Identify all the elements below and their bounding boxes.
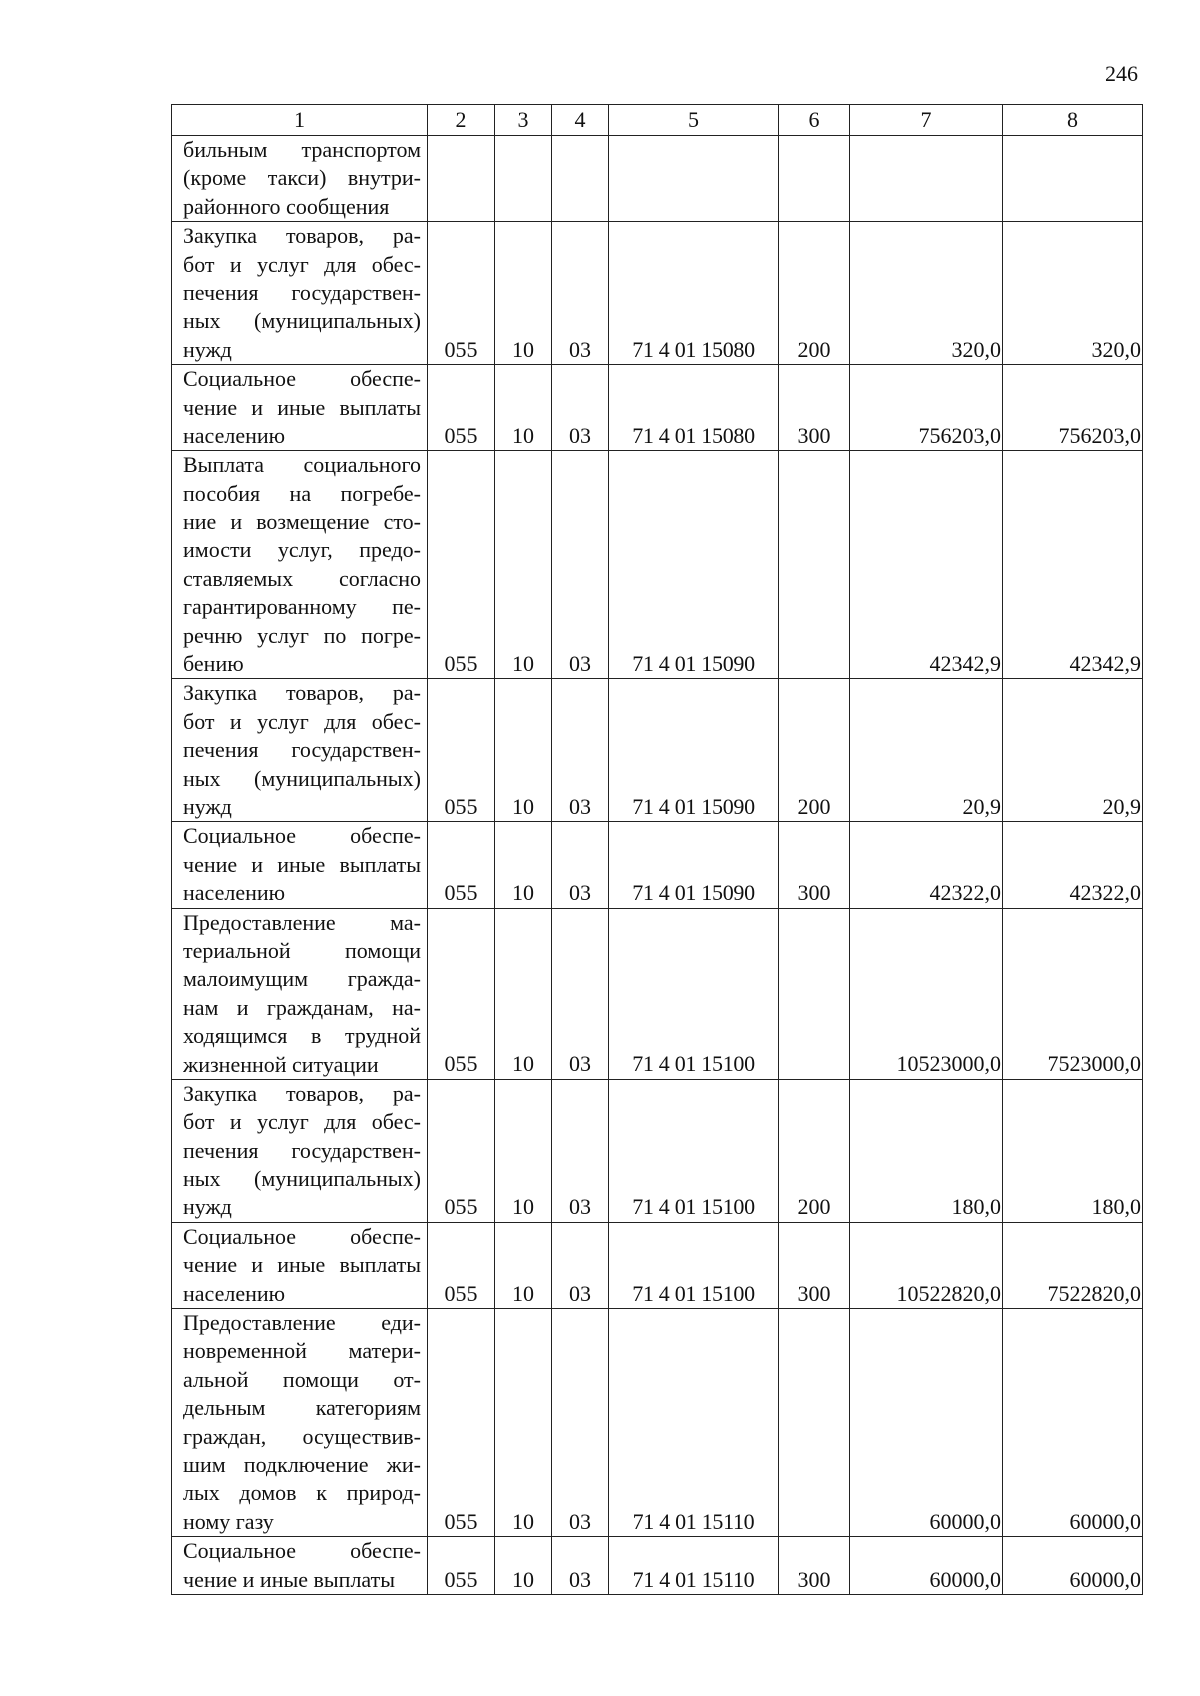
expense-type-cell: 200 — [779, 222, 850, 365]
expense-name-line: Закупка товаров, ра- — [183, 223, 421, 249]
ministry-code-cell: 055 — [428, 1222, 495, 1308]
expense-name-cell — [172, 1309, 428, 1537]
expense-name-line: Социальное обеспе- — [183, 1538, 421, 1564]
target-article-cell: 71 4 01 15090 — [609, 451, 779, 679]
expense-type-cell: 300 — [779, 1222, 850, 1308]
section-code-cell: 10 — [495, 1222, 552, 1308]
section-code-cell: 10 — [495, 451, 552, 679]
expense-type-cell: 300 — [779, 822, 850, 908]
table-row — [172, 1079, 1143, 1222]
table-row — [172, 908, 1143, 1079]
amount-col7-cell: 756203,0 — [850, 365, 1003, 451]
ministry-code-cell: 055 — [428, 908, 495, 1079]
target-article-cell: 71 4 01 15090 — [609, 679, 779, 822]
amount-col7-cell: 42342,9 — [850, 451, 1003, 679]
expense-name-line: нам и гражданам, на- — [183, 994, 421, 1020]
header-cell-6: 6 — [779, 105, 850, 136]
expense-name-line: ному газу — [183, 1508, 274, 1534]
expense-name-cell — [172, 1222, 428, 1308]
expense-name-line: ных (муниципальных) — [183, 1166, 421, 1192]
expense-name-line: жизненной ситуации — [183, 1051, 379, 1077]
amount-col7-cell: 60000,0 — [850, 1537, 1003, 1595]
table-row — [172, 136, 1143, 222]
expense-name-cell — [172, 451, 428, 679]
expense-name-line: гарантированному пе- — [183, 594, 421, 620]
target-article-cell — [609, 136, 779, 222]
expense-name-line: Выплата социального — [183, 452, 421, 478]
expense-name-cell — [172, 679, 428, 822]
amount-col7-cell: 10522820,0 — [850, 1222, 1003, 1308]
amount-col8-cell: 180,0 — [1003, 1079, 1143, 1222]
expense-name-line: шим подключение жи- — [183, 1451, 421, 1477]
expense-name-cell — [172, 822, 428, 908]
expense-name-line: печения государствен- — [183, 737, 421, 763]
expense-name-line: чение и иные выплаты — [183, 851, 421, 877]
expense-type-cell — [779, 1309, 850, 1537]
expense-name-cell — [172, 136, 428, 222]
subsection-code-cell: 03 — [552, 365, 609, 451]
amount-col8-cell: 756203,0 — [1003, 365, 1143, 451]
expense-name-cell — [172, 908, 428, 1079]
expense-name-line: Предоставление еди- — [183, 1310, 421, 1336]
expense-name-line: альной помощи от- — [183, 1366, 421, 1392]
expense-name-line: ставляемых согласно — [183, 565, 421, 591]
ministry-code-cell: 055 — [428, 365, 495, 451]
amount-col7-cell — [850, 136, 1003, 222]
expense-name-line: бот и услуг для обес- — [183, 1109, 421, 1135]
ministry-code-cell: 055 — [428, 822, 495, 908]
section-code-cell: 10 — [495, 365, 552, 451]
subsection-code-cell — [552, 136, 609, 222]
section-code-cell: 10 — [495, 1537, 552, 1595]
expense-name-line: населению — [183, 422, 286, 448]
section-code-cell: 10 — [495, 679, 552, 822]
table-body — [172, 136, 1143, 1595]
expense-name-line: ние и возмещение сто- — [183, 509, 421, 535]
expense-name-line: териальной помощи — [183, 937, 421, 963]
table-row — [172, 1309, 1143, 1537]
header-cell-3: 3 — [495, 105, 552, 136]
expense-name-line: печения государствен- — [183, 1137, 421, 1163]
table-row — [172, 222, 1143, 365]
expense-type-cell: 200 — [779, 679, 850, 822]
amount-col7-cell: 60000,0 — [850, 1309, 1003, 1537]
table-row — [172, 451, 1143, 679]
expense-name-line: бот и услуг для обес- — [183, 251, 421, 277]
page-number: 246 — [1105, 61, 1138, 86]
expense-type-cell — [779, 908, 850, 1079]
target-article-cell: 71 4 01 15090 — [609, 822, 779, 908]
header-row — [172, 105, 1143, 136]
expense-type-cell: 200 — [779, 1079, 850, 1222]
table-row — [172, 365, 1143, 451]
expense-name-cell — [172, 365, 428, 451]
subsection-code-cell: 03 — [552, 1222, 609, 1308]
ministry-code-cell: 055 — [428, 679, 495, 822]
subsection-code-cell: 03 — [552, 1537, 609, 1595]
header-cell-7: 7 — [850, 105, 1003, 136]
target-article-cell: 71 4 01 15110 — [609, 1537, 779, 1595]
expense-name-line: чение и иные выплаты — [183, 394, 421, 420]
target-article-cell: 71 4 01 15110 — [609, 1309, 779, 1537]
expense-name-line: лых домов к природ- — [183, 1480, 421, 1506]
table-row — [172, 822, 1143, 908]
subsection-code-cell: 03 — [552, 679, 609, 822]
expense-type-cell — [779, 136, 850, 222]
target-article-cell: 71 4 01 15100 — [609, 908, 779, 1079]
header-cell-4: 4 — [552, 105, 609, 136]
amount-col8-cell: 320,0 — [1003, 222, 1143, 365]
expense-type-cell: 300 — [779, 365, 850, 451]
subsection-code-cell: 03 — [552, 1309, 609, 1537]
amount-col8-cell: 42322,0 — [1003, 822, 1143, 908]
ministry-code-cell: 055 — [428, 1537, 495, 1595]
subsection-code-cell: 03 — [552, 822, 609, 908]
expense-name-line: пособия на погребе- — [183, 480, 421, 506]
expense-name-line: чение и иные выплаты — [183, 1566, 396, 1592]
target-article-cell: 71 4 01 15100 — [609, 1222, 779, 1308]
table-row — [172, 679, 1143, 822]
amount-col7-cell: 42322,0 — [850, 822, 1003, 908]
amount-col8-cell: 7523000,0 — [1003, 908, 1143, 1079]
ministry-code-cell: 055 — [428, 451, 495, 679]
amount-col8-cell: 60000,0 — [1003, 1537, 1143, 1595]
header-cell-8: 8 — [1003, 105, 1143, 136]
expense-name-line: (кроме такси) внутри- — [183, 165, 421, 191]
section-code-cell — [495, 136, 552, 222]
ministry-code-cell: 055 — [428, 1079, 495, 1222]
expense-name-line: речню услуг по погре- — [183, 622, 421, 648]
expense-name-line: Закупка товаров, ра- — [183, 680, 421, 706]
expense-name-cell — [172, 222, 428, 365]
expense-name-line: нужд — [183, 793, 232, 819]
expense-name-line: печения государствен- — [183, 279, 421, 305]
expense-name-line: новременной матери- — [183, 1338, 421, 1364]
expense-name-cell — [172, 1079, 428, 1222]
subsection-code-cell: 03 — [552, 222, 609, 365]
amount-col8-cell: 7522820,0 — [1003, 1222, 1143, 1308]
amount-col8-cell: 42342,9 — [1003, 451, 1143, 679]
budget-table — [171, 104, 1143, 1595]
expense-name-cell — [172, 1537, 428, 1595]
expense-name-line: Социальное обеспе- — [183, 823, 421, 849]
expense-name-line: бильным транспортом — [183, 137, 421, 162]
expense-name-line: ных (муниципальных) — [183, 765, 421, 791]
section-code-cell: 10 — [495, 822, 552, 908]
expense-name-line: малоимущим гражда- — [183, 966, 421, 992]
expense-name-line: дельным категориям — [183, 1395, 421, 1421]
table-row — [172, 1222, 1143, 1308]
expense-name-line: бению — [183, 651, 244, 677]
header-cell-5: 5 — [609, 105, 779, 136]
section-code-cell: 10 — [495, 1079, 552, 1222]
amount-col7-cell: 180,0 — [850, 1079, 1003, 1222]
expense-name-line: Предоставление ма- — [183, 909, 421, 935]
target-article-cell: 71 4 01 15080 — [609, 365, 779, 451]
amount-col7-cell: 20,9 — [850, 679, 1003, 822]
target-article-cell: 71 4 01 15100 — [609, 1079, 779, 1222]
amount-col8-cell: 60000,0 — [1003, 1309, 1143, 1537]
subsection-code-cell: 03 — [552, 1079, 609, 1222]
section-code-cell: 10 — [495, 908, 552, 1079]
header-cell-1: 1 — [172, 105, 428, 136]
ministry-code-cell: 055 — [428, 1309, 495, 1537]
expense-name-line: чение и иные выплаты — [183, 1252, 421, 1278]
expense-name-line: населению — [183, 1280, 286, 1306]
expense-name-line: ных (муниципальных) — [183, 308, 421, 334]
expense-name-line: Социальное обеспе- — [183, 1223, 421, 1249]
subsection-code-cell: 03 — [552, 451, 609, 679]
expense-name-line: имости услуг, предо- — [183, 537, 421, 563]
target-article-cell: 71 4 01 15080 — [609, 222, 779, 365]
expense-name-line: нужд — [183, 1194, 232, 1220]
ministry-code-cell — [428, 136, 495, 222]
amount-col8-cell — [1003, 136, 1143, 222]
header-cell-2: 2 — [428, 105, 495, 136]
expense-type-cell: 300 — [779, 1537, 850, 1595]
expense-name-line: ходящимся в трудной — [183, 1023, 421, 1049]
subsection-code-cell: 03 — [552, 908, 609, 1079]
amount-col7-cell: 10523000,0 — [850, 908, 1003, 1079]
ministry-code-cell: 055 — [428, 222, 495, 365]
expense-name-line: населению — [183, 880, 286, 906]
expense-name-line: нужд — [183, 336, 232, 362]
section-code-cell: 10 — [495, 222, 552, 365]
expense-type-cell — [779, 451, 850, 679]
section-code-cell: 10 — [495, 1309, 552, 1537]
expense-name-line: граждан, осуществив- — [183, 1423, 421, 1449]
amount-col8-cell: 20,9 — [1003, 679, 1143, 822]
expense-name-line: Закупка товаров, ра- — [183, 1080, 421, 1106]
amount-col7-cell: 320,0 — [850, 222, 1003, 365]
expense-name-line: бот и услуг для обес- — [183, 708, 421, 734]
expense-name-line: районного сообщения — [183, 193, 390, 219]
table-row — [172, 1537, 1143, 1595]
expense-name-line: Социальное обеспе- — [183, 366, 421, 392]
